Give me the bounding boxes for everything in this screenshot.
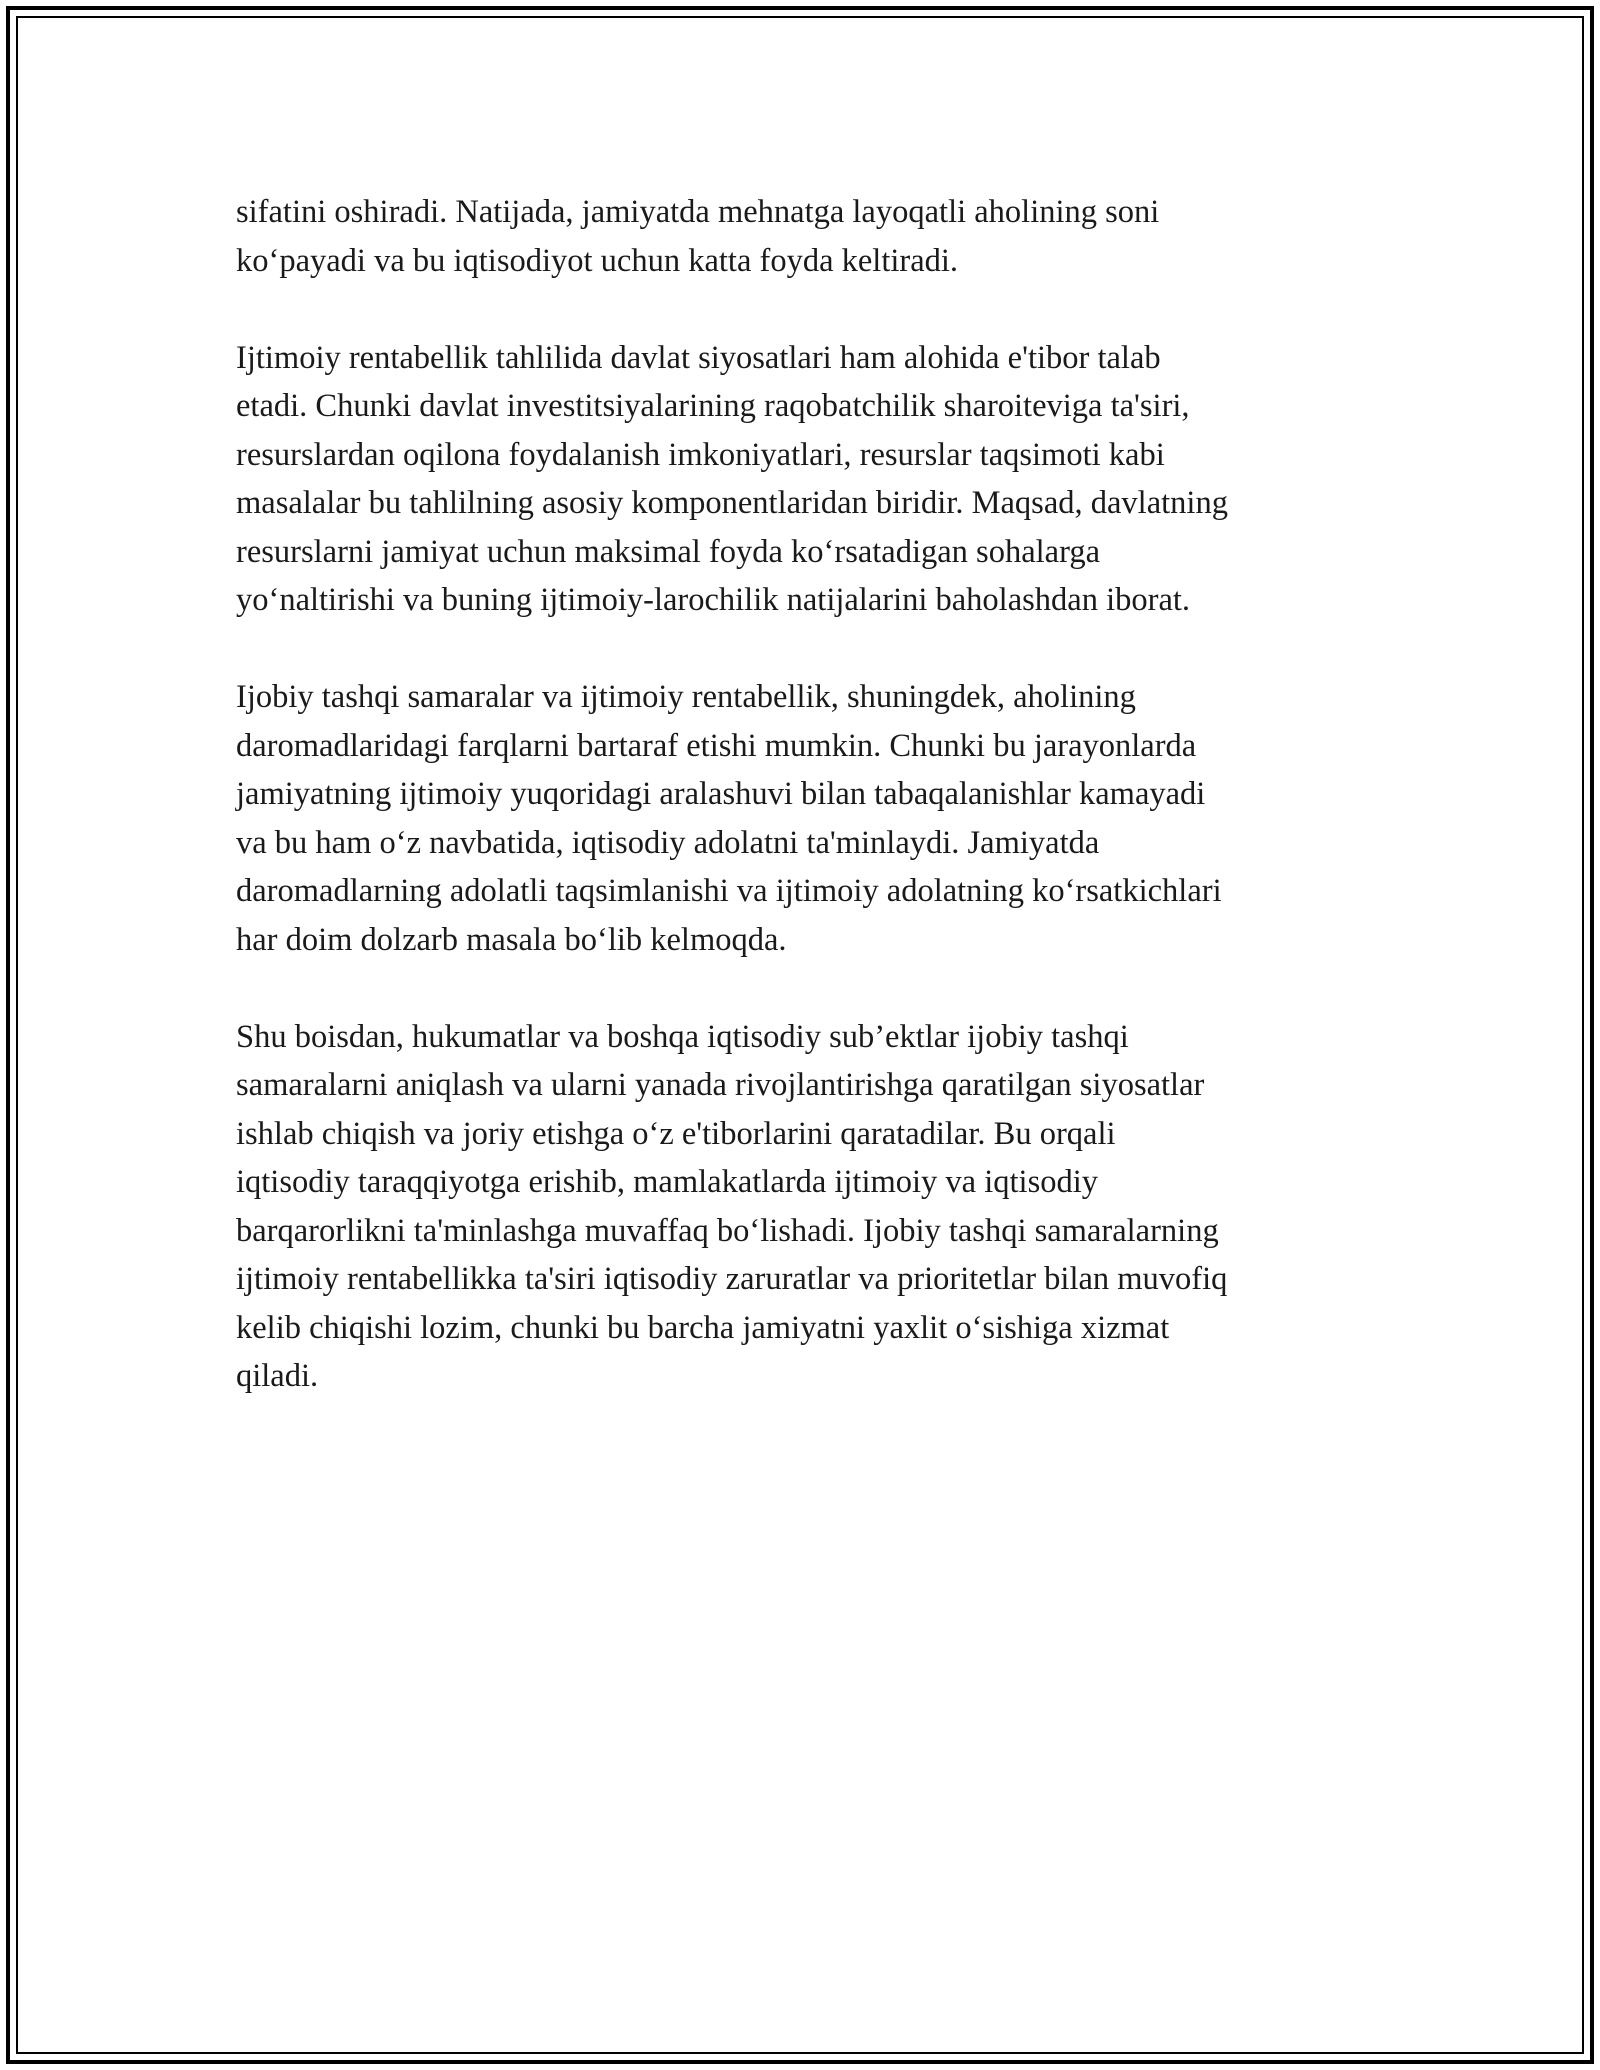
paragraph-3: Ijobiy tashqi samaralar va ijtimoiy rentabellik, shuningdek, aholining daromadlaridagi farqlarni bartaraf etishi mumkin. Chunki bu jarayonlarda jamiyatning ijtimoiy yuqoridagi aralashuvi bilan tabaqalanishlar kamayadi va bu ham o‘z navbatida, iqtisodiy adolatni ta'minlaydi. Jamiyatda daromadlarning adolatli taqsimlanishi va ijtimoiy adolatning ko‘rsatkichlari har doim dolzarb masala bo‘lib kelmoqda.	[236, 679, 1222, 958]
document-body	[236, 188, 1376, 1449]
paragraph-2: Ijtimoiy rentabellik tahlilida davlat siyosatlari ham alohida e'tibor talab etadi. Chunki davlat investitsiyalarining raqobatchilik sharoiteviga ta'siri, resurslardan oqilona foydalanish imkoniyatlari, resurslar taqsimoti kabi masalalar bu tahlilning asosiy komponentlaridan biridir. Maqsad, davlatning resurslarni jamiyat uchun maksimal foyda ko‘rsatadigan sohalarga yo‘naltirishi va buning ijtimoiy-larochilik natijalarini baholashdan iborat.	[236, 339, 1228, 618]
paragraph-4: Shu boisdan, hukumatlar va boshqa iqtisodiy sub’ektlar ijobiy tashqi samaralarni aniqlash va ularni yanada rivojlantirishga qaratilgan siyosatlar ishlab chiqish va joriy etishga o‘z e'tiborlarini qaratadilar. Bu orqali iqtisodiy taraqqiyotga erishib, mamlakatlarda ijtimoiy va iqtisodiy barqarorlikni ta'minlashga muvaffaq bo‘lishadi. Ijobiy tashqi samaralarning ijtimoiy rentabellikka ta'siri iqtisodiy zaruratlar va prioritetlar bilan muvofiq kelib chiqishi lozim, chunki bu barcha jamiyatni yaxlit o‘sishiga xizmat qiladi.	[236, 1018, 1228, 1394]
paragraph-1: sifatini oshiradi. Natijada, jamiyatda mehnatga layoqatli aholining soni ko‘payadi va bu iqtisodiyot uchun katta foyda keltiradi.	[236, 194, 1160, 279]
